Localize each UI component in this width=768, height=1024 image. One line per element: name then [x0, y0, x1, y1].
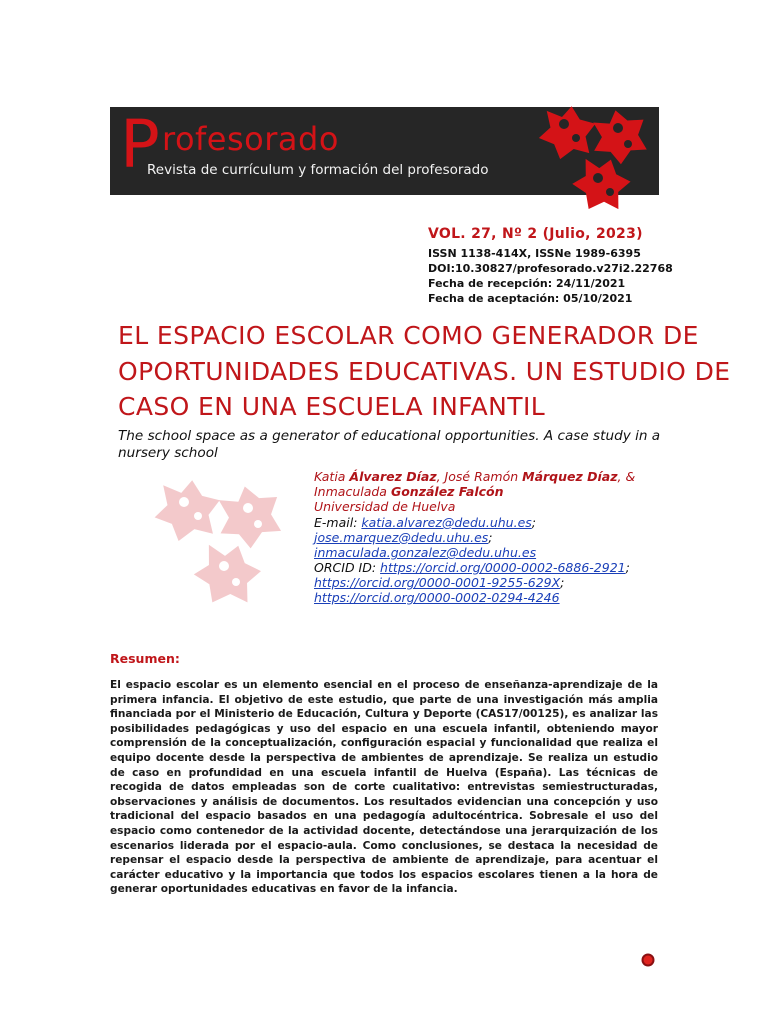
orcid-label: ORCID ID: — [314, 560, 381, 575]
page-marker-icon — [641, 953, 655, 967]
email-sep-2: ; — [488, 530, 493, 545]
orcid-link-3[interactable]: https://orcid.org/0000-0002-0294-4246 — [314, 590, 560, 605]
authors-line-2 — [314, 484, 504, 500]
email-link-2[interactable]: jose.marquez@dedu.uhu.es — [314, 530, 489, 545]
article-title-line-1: EL ESPACIO ESCOLAR COMO GENERADOR DE — [118, 321, 699, 350]
author-3-given: Inmaculada — [314, 484, 391, 499]
university: Universidad de Huelva — [314, 499, 456, 514]
email-line-1 — [314, 515, 536, 531]
orcid-line-3 — [314, 590, 560, 606]
orcid-link-1[interactable]: https://orcid.org/0000-0002-6886-2921 — [380, 560, 626, 575]
abstract-heading: Resumen: — [110, 651, 180, 666]
journal-title-initial: P — [120, 106, 160, 183]
abstract-text: El espacio escolar es un elemento esencial en el proceso de enseñanza-aprendizaje de la primera infancia. El objetivo de este estudio, que parte de una investigación más amplia financiada por el Ministerio de Educación, Cultura y Deporte (CAS17/00125), es analizar las posibilidades pedagógicas y uso del espacio en una escuela infantil, obteniendo mayor comprensión de la conceptualización, configuración espacial y funcionalidad que realiza el equipo docente desde la perspectiva de ambientes de aprendizaje. Se realiza un estudio de caso en profundidad en una escuela infantil de Huelva (España). Las técnicas de recogida de datos empleadas son de corte cualitativo: entrevistas semiestructuradas, observaciones y análisis de documentos. Los resultados evidencian una concepción y uso tradicional del espacio basados en una pedagogía adultocéntrica. Sobresale el uso del espacio como contenedor de la actividad docente, detectándose una jerarquización de los escenarios liderada por el espacio-aula. Como conclusiones, se destaca la necesidad de repensar el espacio desde la perspectiva de ambiente de aprendizaje, para acentuar el carácter educativo y la importancia que todos los espacios escolares tienen a la hora de generar oportunidades educativas en favor de la infancia. — [110, 679, 658, 896]
journal-title: rofesorado — [162, 120, 339, 158]
journal-subtitle: Revista de currículum y formación del profesorado — [147, 162, 489, 178]
orcid-sep-1: ; — [625, 560, 630, 575]
orcid-line-1 — [314, 560, 630, 576]
email-link-1[interactable]: katia.alvarez@dedu.uhu.es — [361, 515, 532, 530]
article-title-line-3: CASO EN UNA ESCUELA INFANTIL — [118, 392, 546, 421]
email-sep-1: ; — [531, 515, 536, 530]
author-1-given: Katia — [314, 469, 350, 484]
author-2-family: Márquez Díaz — [522, 469, 618, 484]
email-line-3 — [314, 545, 536, 561]
doi: DOI:10.30827/profesorado.v27i2.22768 — [428, 262, 673, 275]
author-1-family: Álvarez Díaz — [349, 469, 437, 484]
article-subtitle-en: The school space as a generator of educational opportunities. A case study in a nursery school — [118, 428, 661, 461]
orcid-sep-2: ; — [560, 575, 565, 590]
volume-info: VOL. 27, Nº 2 (Julio, 2023) — [428, 226, 643, 242]
email-line-2 — [314, 530, 493, 546]
received-date: Fecha de recepción: 24/11/2021 — [428, 277, 626, 290]
author-sep-2: , & — [617, 469, 636, 484]
article-title-line-2: OPORTUNIDADES EDUCATIVAS. UN ESTUDIO DE — [118, 357, 731, 386]
journal-logo-icon — [528, 98, 658, 216]
email-link-3[interactable]: inmaculada.gonzalez@dedu.uhu.es — [314, 545, 537, 560]
issn: ISSN 1138-414X, ISSNe 1989-6395 — [428, 247, 641, 260]
orcid-line-2 — [314, 575, 564, 591]
authors-line-1 — [314, 469, 635, 485]
watermark-logo-icon — [146, 472, 292, 614]
accepted-date: Fecha de aceptación: 05/10/2021 — [428, 292, 633, 305]
author-sep-1: , José Ramón — [436, 469, 523, 484]
email-label: E-mail: — [314, 515, 362, 530]
author-3-family: González Falcón — [390, 484, 504, 499]
orcid-link-2[interactable]: https://orcid.org/0000-0001-9255-629X — [314, 575, 561, 590]
